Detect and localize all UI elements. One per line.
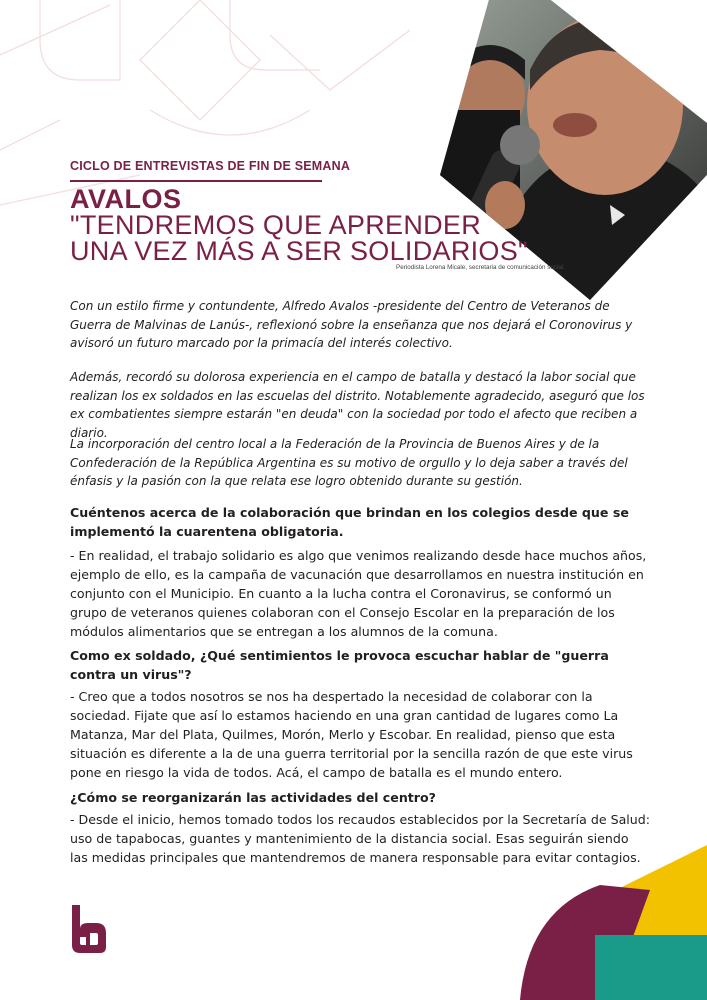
intro-paragraph-3: La incorporación del centro local a la Federación de la Provincia de Buenos Aires y de la Confederación de la República Argentina es su motivo de orgullo y lo deja saber a través del énfasis y la pasión con la que relata ese logro obtenido durante su gestión.: [70, 437, 628, 488]
question-3: ¿Cómo se reorganizarán las actividades del centro?: [70, 790, 436, 805]
intro-paragraph-2: Además, recordó su dolorosa experiencia en el campo de batalla y destacó la labor social que realizan los ex soldados en las escuelas del distrito. Notablemente agradecido, aseguró que los ex combatientes siempre estarán "en deuda" con la sociedad por todo el afecto que reciben a diario.: [70, 370, 645, 440]
headline-quote-line-1: "TENDREMOS QUE APRENDER: [70, 210, 482, 240]
intro-paragraph-1: Con un estilo firme y contundente, Alfredo Avalos -presidente del Centro de Veteranos de Guerra de Malvinas de Lanús-, reflexionó sobre la enseñanza que nos dejará el Coronovirus y avisoró un futuro marcado por la primacía del interés colectivo.: [70, 299, 633, 350]
headline-quote-line-2: UNA VEZ MÁS A SER SOLIDARIOS": [70, 236, 528, 266]
question-2: Como ex soldado, ¿Qué sentimientos le provoca escuchar hablar de "guerra contra un virus"?: [70, 648, 609, 682]
interviewee-name: AVALOS: [70, 184, 182, 214]
photo-caption: Periodista Lorena Micale, secretaria de comunicación social.: [396, 264, 566, 271]
answer-1: - En realidad, el trabajo solidario es algo que venimos realizando desde hace muchos años, ejemplo de ello, es la campaña de vacunación que desarrollamos en nuestra institución en conjunto con el Municipio. En cuanto a la lucha contra el Coronavirus, se conformó un grupo de veteranos quienes colaboran con el Consejo Escolar en la preparación de los módulos alimentarios que se entregan a los alumnos de la comuna.: [70, 548, 647, 639]
question-1: Cuéntenos acerca de la colaboración que brindan en los colegios desde que se implementó la cuarentena obligatoria.: [70, 505, 629, 539]
series-label: CICLO DE ENTREVISTAS DE FIN DE SEMANA: [70, 159, 351, 173]
answer-3: - Desde el inicio, hemos tomado todos los recaudos establecidos por la Secretaría de Salud: uso de tapabocas, guantes y mantenimiento de la distancia social. Esas seguirán siendo las medidas principales que mantendremos de manera responsable para evitar contagios.: [70, 812, 651, 865]
answer-2: - Creo que a todos nosotros se nos ha despertado la necesidad de colaborar con la sociedad. Fijate que así lo estamos haciendo en una gran cantidad de lugares como La Matanza, Mar del Plata, Quilmes, Morón, Merlo y Escobar. En realidad, pienso que esta situación es diferente a la de una guerra territorial por la sencilla razón de que este virus pone en riesgo la vida de todos. Acá, el campo de batalla es el mundo entero.: [70, 689, 633, 780]
